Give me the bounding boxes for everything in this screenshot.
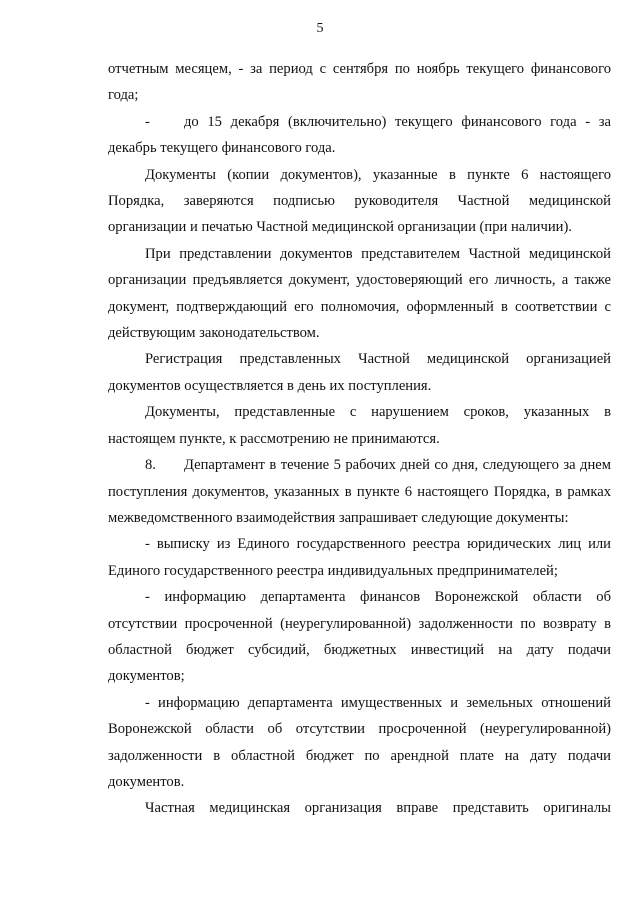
text-line: Единого государственного реестра индивидуальных предпринимателей; — [108, 562, 558, 579]
document-body — [108, 56, 611, 822]
text-line: Документы, представленные с нарушением сроков, указанных в — [145, 404, 611, 421]
text-line: областной бюджет субсидий, бюджетных инвестиций на дату подачи — [108, 641, 611, 658]
text-line: Воронежской области об отсутствии просроченной (неурегулированной) — [108, 721, 611, 738]
list-marker: 8. — [145, 457, 156, 474]
text-line: Частная медицинская организация вправе представить оригиналы — [145, 800, 611, 817]
text-line: организации предъявляется документ, удостоверяющий его личность, а также — [108, 272, 611, 289]
text-line: поступления документов, указанных в пункте 6 настоящего Порядка, в рамках — [108, 483, 611, 500]
text-line: Регистрация представленных Частной медицинской организацией — [145, 351, 611, 368]
text-line: задолженности в областной бюджет по арендной плате на дату подачи — [108, 747, 611, 764]
text-line: документов осуществляется в день их поступления. — [108, 377, 432, 394]
text-line: - информацию департамента имущественных и земельных отношений — [145, 694, 611, 711]
text-line: декабрь текущего финансового года. — [108, 140, 336, 157]
text-line: Документы (копии документов), указанные в пункте 6 настоящего — [145, 166, 611, 183]
text-line: межведомственного взаимодействия запрашивает следующие документы: — [108, 509, 569, 526]
text-line: Порядка, заверяются подписью руководителя Частной медицинской — [108, 193, 611, 210]
text-line: - выписку из Единого государственного реестра юридических лиц или — [145, 536, 611, 553]
text-line: При представлении документов представителем Частной медицинской — [145, 245, 611, 262]
text-line: документ, подтверждающий его полномочия, оформленный в соответствии с — [108, 298, 611, 315]
text-line: настоящем пункте, к рассмотрению не принимаются. — [108, 430, 440, 447]
text-line: отсутствии просроченной (неурегулированной) задолженности по возврату в — [108, 615, 611, 632]
text-line: документов. — [108, 773, 185, 790]
list-marker: - — [145, 113, 150, 130]
text-line: отчетным месяцем, - за период с сентября по ноябрь текущего финансового — [108, 61, 611, 77]
text-line — [108, 452, 611, 478]
line-text: Департамент в течение 5 рабочих дней со дня, следующего за днем — [184, 457, 611, 474]
text-line: - информацию департамента финансов Воронежской области об — [145, 589, 611, 606]
text-line: действующим законодательством. — [108, 325, 320, 342]
line-text: до 15 декабря (включительно) текущего финансового года - за — [184, 113, 611, 130]
page-number: 5 — [316, 21, 324, 36]
text-line: организации и печатью Частной медицинской организации (при наличии). — [108, 219, 572, 236]
text-line: документов; — [108, 668, 185, 685]
text-line — [108, 109, 611, 135]
text-line: года; — [108, 87, 139, 104]
